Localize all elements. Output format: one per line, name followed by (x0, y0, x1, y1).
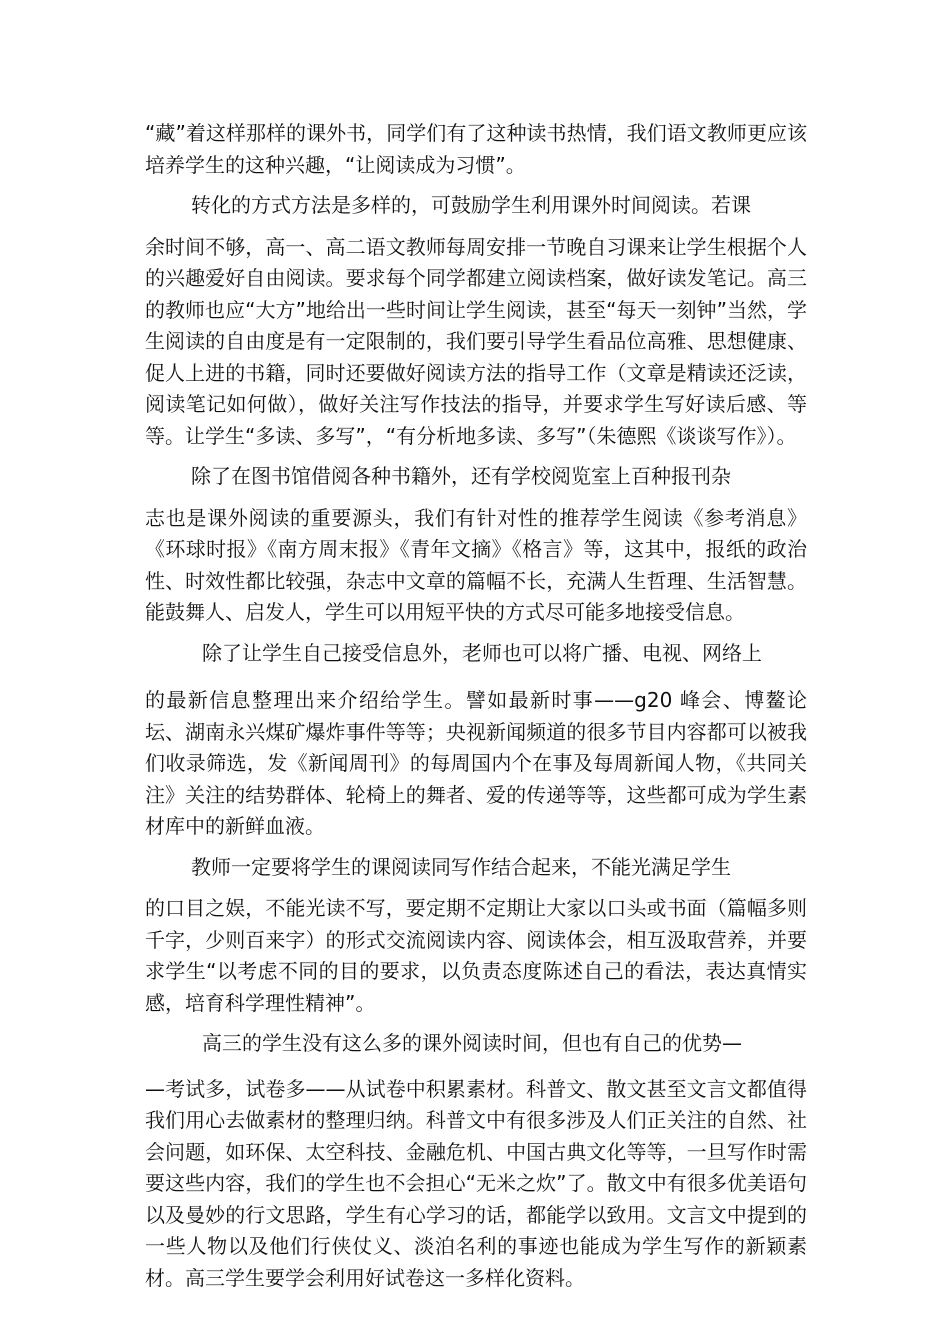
paragraph-3 (145, 461, 807, 629)
paragraph-6-first-line: 高三的学生没有这么多的课外阅读时间，但也有自己的优势— (202, 1031, 742, 1055)
document-page (145, 118, 807, 1294)
paragraph-2 (145, 190, 807, 452)
paragraph-6 (145, 1028, 807, 1294)
paragraph-4-text: 的最新信息整理出来介绍给学生。譬如最新时事——g20 峰会、博鳌论坛、湖南永兴煤矿爆炸事件等等；央视新闻频道的很多节目内容都可以被我们收录筛选，发《新闻周刊》的每周国内个在事及每周新闻人物，《共同关注》关注的结势群体、轮椅上的舞者、爱的传递等等，这些都可成为学生素材库中的新鲜血液。 (145, 688, 807, 838)
paragraph-1-text: “藏”着这样那样的课外书，同学们有了这种读书热情，我们语文教师更应该培养学生的这种兴趣，“让阅读成为习惯”。 (145, 121, 807, 177)
paragraph-5-first-line: 教师一定要将学生的课阅读同写作结合起来，不能光满足学生 (191, 854, 731, 879)
paragraph-5 (145, 852, 807, 1020)
paragraph-4-first-line: 除了让学生自己接受信息外，老师也可以将广播、电视、网络上 (202, 640, 762, 665)
paragraph-5-text: 的口目之娱，不能光读不写，要定期不定期让大家以口头或书面（篇幅多则千字，少则百来字）的形式交流阅读内容、阅读体会，相互汲取营养，并要求学生“以考虑不同的目的要求，以负责态度陈述自己的看法，表达真情实感，培育科学理性精神”。 (145, 896, 807, 1015)
paragraph-1 (145, 118, 807, 181)
paragraph-2-text: 余时间不够，高一、高二语文教师每周安排一节晚自习课来让学生根据个人的兴趣爱好自由阅读。要求每个同学都建立阅读档案，做好读发笔记。高三的教师也应“大方”地给出一些时间让学生阅读，甚至“每天一刻钟”当然，学生阅读的自由度是有一定限制的，我们要引导学生看品位高雅、思想健康、促人上进的书籍，同时还要做好阅读方法的指导工作（文章是精读还泛读，阅读笔记如何做），做好关注写作技法的指导，并要求学生写好读后感、等等。让学生“多读、多写”，“有分析地多读、多写”（朱德熙《谈谈写作》）。 (145, 234, 807, 448)
paragraph-4 (145, 638, 807, 843)
paragraph-2-first-line: 转化的方式方法是多样的，可鼓励学生利用课外时间阅读。若课 (191, 193, 751, 217)
paragraph-6-text: —考试多，试卷多——从试卷中积累素材。科普文、散文甚至文言文都值得我们用心去做素材的整理归纳。科普文中有很多涉及人们正关注的自然、社会问题，如环保、太空科技、金融危机、中国古典文化等等，一旦写作时需要这些内容，我们的学生也不会担心“无米之炊”了。散文中有很多优美语句以及曼妙的行文思路，学生有心学习的话，都能学以致用。文言文中提到的一些人物以及他们行侠仗义、淡泊名利的事迹也能成为学生写作的新颖素材。高三学生要学会利用好试卷这一多样化资料。 (145, 1076, 807, 1290)
paragraph-3-first-line: 除了在图书馆借阅各种书籍外，还有学校阅览室上百种报刊杂 (191, 464, 731, 488)
paragraph-3-text: 志也是课外阅读的重要源头，我们有针对性的推荐学生阅读《参考消息》《环球时报》《南方周末报》《青年文摘》《格言》等，这其中，报纸的政治性、时效性都比较强，杂志中文章的篇幅不长，充满人生哲理、生活智慧。能鼓舞人、启发人，学生可以用短平快的方式尽可能多地接受信息。 (145, 505, 807, 624)
